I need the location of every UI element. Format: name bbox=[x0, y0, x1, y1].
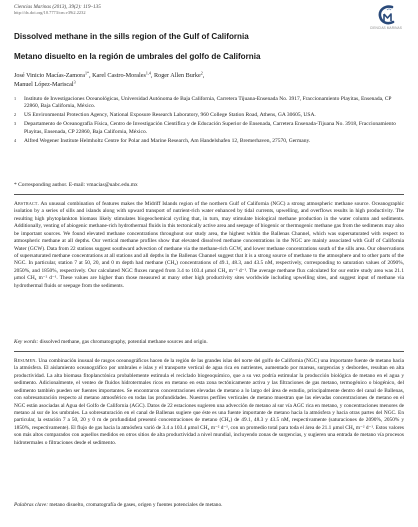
author-name[interactable]: Karel Castro-Morales bbox=[92, 72, 146, 79]
journal-logo-label: CIENCIAS MARINAS bbox=[369, 26, 402, 30]
author-list bbox=[14, 71, 404, 89]
abstract-text: An unusual combination of features makes the Midriff Islands region of the northern Gulf of California (NGC) a strong atmospheric methane source. Oceanographic isolation by a series of sills and islands along with upward transport of nutrient-rich water enhanced by tidal currents, upwelling, and overflows results in high productivity. The resulting high phytoplankton biomass likely stimulates biogeochemical cycling that, in turn, may stimulate biological methane production in the water column and sediments. Additionally, venting of abiogenic methane-rich hydrothermal fluids in this tectonically active area and seepage of biogenic or thermogenic methane gas from the sediments may also be important sources. We found elevated methane concentrations throughout our study area, the highest within the Ballenas Channel, which was supersaturated with respect to atmospheric methane at all depths. Our vertical methane profiles show that elevated dissolved methane concentrations in the NGC are mainly associated with Gulf of California Water (GCW). Data from 22 stations suggest southward advection of methane via the methane-rich GCW, and lower methane concentrations south of the sills area. Our observations of supersaturated methane concentrations at all stations and all depths in the Ballenas Channel suggest that it is a strong source of methane to the atmosphere and to other parts of the NGC. In particular, station 7 at 50, 20, and 0 m depth had methane (CH₄) concentrations of 49.1, 48.3, and 43.5 nM, respectively, corresponding to saturation values of 2090%, 2050%, and 1850%, respectively. Our calculated NGC fluxes ranged from 3.4 to 103.4 μmol CH₄ m⁻² d⁻¹. The average methane flux calculated for our entire study area was 21.1 μmol CH₄ m⁻² d⁻¹. These values are higher than those measured at many other high productivity sites worldwide including upwelling sites, and suggest input of methane via hydrothermal fluids or seepage from the sediments. bbox=[14, 201, 404, 289]
section-divider bbox=[14, 194, 404, 195]
palabras-clave-heading: Palabras clave: bbox=[14, 502, 48, 508]
resumen-heading: Resumen. bbox=[14, 358, 37, 364]
affiliation-item bbox=[14, 96, 404, 111]
abstract-paragraph bbox=[14, 201, 404, 290]
corresponding-author: * Corresponding author. E-mail: vmacias@uabc.edu.mx bbox=[14, 182, 138, 188]
affiliation-number: 1 bbox=[14, 96, 17, 101]
affiliation-text: Departamento de Oceanografía Física, Centro de Investigación Científica y de Educación Superior de Ensenada, Carretera Ensenada-Tijuana No. 3918, Fraccionamiento Playitas, Ensenada, CP 22860, Baja California, México. bbox=[24, 121, 396, 135]
affiliation-number: 4 bbox=[14, 137, 17, 143]
resumen-text: Una combinación inusual de rasgos oceanográficos hacen de la región de las grandes islas del norte del golfo de California (NGC) una importante fuente de metano hacia la atmósfera. El aislamiento oceanográfico por umbrales e islas y el transporte vertical de agua rica en nutrientes, aumentado por mareas, surgencias y desbordes, resultan en alta productividad. La alta biomasa fitoplanctónica probablemente estimula el reciclado biogeoquímico, que a su vez podría estimular la producción biológica de metano en el agua y sedimento. Adicionalmente, el venteo de fluidos hidrotermales ricos en metano en esta zona tectónicamente activa y las filtraciones de gas metano, termogénico o biogénico, del sedimento también pueden ser fuentes importantes. Se encontraron concentraciones elevadas de metano a lo largo del área de estudio, principalmente dentro del canal de Ballenas, con sobresaturación respecto al metano atmosférico en todas las profundidades. Nuestros perfiles verticales de metano muestran que las elevadas concentraciones de metano en el NGC están asociadas al Agua del Golfo de California (AGC). Datos de 22 estaciones sugieren una advección de metano al sur vía AGC rica en metano, y concentraciones menores de metano al sur de los umbrales. La sobresaturación en el canal de Ballenas sugiere que éste es una fuente importante de metano hacia la atmósfera y hacia otras partes del NGC. En particular, la estación 7 a 50, 20 y 0 m de profundidad presentó concentraciones de metano (CH₄) de 49.1, 48.3 y 43.5 nM, respectivamente (saturaciones de 2090%, 2050% y 1850%, respectivamente). El flujo de gas hacia la atmósfera varió de 3.4 a 103.4 μmol CH₄ m⁻² d⁻¹, con un promedio total para toda el área de 21.1 μmol CH₄ m⁻² d⁻¹. Estos valores son más altos comparados con aquellos medidos en otros sitios de alta productividad a nivel mundial, incluyendo zonas de surgencias, y sugieren una entrada de metano vía procesos hidrotermales o filtraciones desde el sedimento. bbox=[14, 358, 404, 446]
keywords-text: dissolved methane, gas chromatography, potential methane sources and origin. bbox=[38, 339, 208, 345]
author-separator: , bbox=[202, 72, 205, 79]
keywords-line bbox=[14, 339, 404, 346]
article-title-spanish: Metano disuelto en la región de umbrales del golfo de California bbox=[14, 52, 261, 61]
affiliation-number: 3 bbox=[14, 121, 17, 127]
affiliation-item bbox=[14, 112, 404, 119]
palabras-clave-line bbox=[14, 502, 404, 509]
affiliation-text: Alfred Wegener Institute Helmholtz Centre for Polar and Marine Research, Am Handelshafen 12, Bremerhaven, 27570, Germany. bbox=[24, 137, 311, 144]
author-affiliation-mark: 1* bbox=[85, 70, 89, 76]
affiliation-item bbox=[14, 121, 404, 136]
author-affiliation-mark: 2 bbox=[200, 70, 203, 76]
author-affiliation-mark: 1,4 bbox=[145, 70, 151, 76]
resumen-paragraph bbox=[14, 358, 404, 447]
journal-logo-icon bbox=[376, 4, 398, 28]
author-name[interactable]: Roger Allen Burke bbox=[153, 72, 201, 79]
doi-link[interactable]: http://dx.doi.org/10.7773/cm.v39i2.2232 bbox=[14, 10, 86, 15]
section-divider bbox=[14, 351, 404, 352]
page-header bbox=[14, 4, 404, 28]
affiliation-list bbox=[14, 96, 404, 147]
affiliation-text: US Environmental Protection Agency, National Exposure Research Laboratory, 960 College Station Road, Athens, GA 30605, USA. bbox=[24, 112, 316, 119]
author-name[interactable]: Manuel López-Mariscal bbox=[14, 81, 74, 88]
author-separator: , bbox=[89, 72, 93, 79]
palabras-clave-text: metano disuelto, cromatografía de gases, origen y fuentes potenciales de metano. bbox=[47, 502, 223, 508]
affiliation-number: 2 bbox=[14, 112, 17, 118]
author-name[interactable]: José Vinicio Macías-Zamora bbox=[14, 72, 85, 79]
author-affiliation-mark: 3 bbox=[73, 79, 76, 85]
affiliation-item bbox=[14, 138, 404, 145]
keywords-heading: Key words: bbox=[14, 339, 39, 345]
journal-citation: Ciencias Marinas (2013), 39(2): 119–135 bbox=[14, 4, 101, 10]
author-separator: , bbox=[150, 72, 154, 79]
abstract-heading: Abstract. bbox=[14, 201, 39, 207]
article-title-english: Dissolved methane in the sills region of the Gulf of California bbox=[14, 32, 249, 41]
affiliation-text: Instituto de Investigaciones Oceanológicas, Universidad Autónoma de Baja California, Carretera Tijuana-Ensenada No. 3917, Fraccionamiento Playitas, Ensenada, CP 22860, Baja California, México. bbox=[24, 96, 392, 110]
